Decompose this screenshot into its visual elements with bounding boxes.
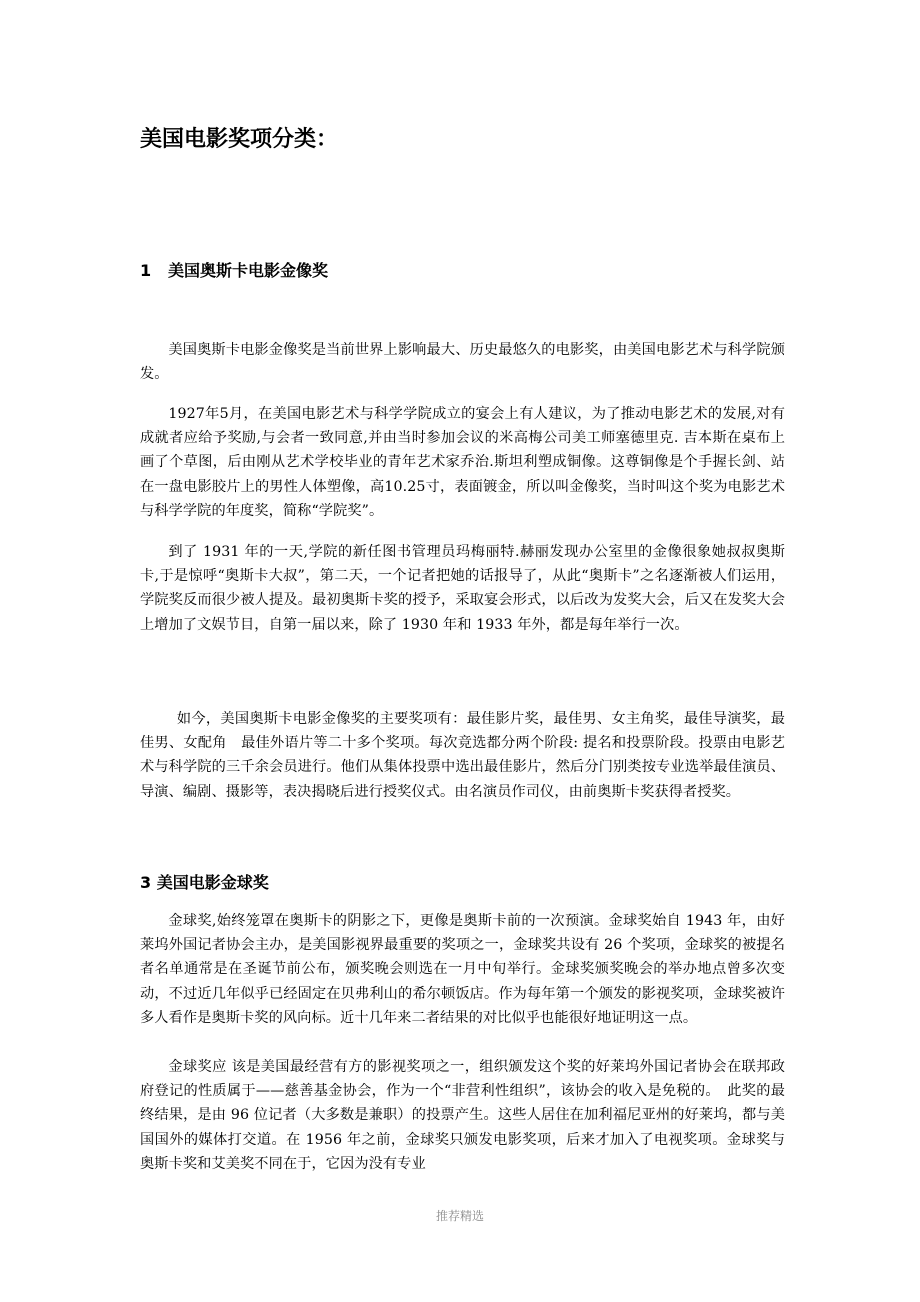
paragraph: 美国奥斯卡电影金像奖是当前世界上影响最大、历史最悠久的电影奖，由美国电影艺术与科学院颁发。 — [140, 342, 785, 383]
section-number: 3 — [140, 873, 152, 892]
page-title: 美国电影奖项分类： — [140, 127, 339, 152]
paragraph: 金球奖应 该是美国最经营有方的影视奖项之一，组织颁发这个奖的好莱坞外国记者协会在联邦政府登记的性质属于——慈善基金协会，作为一个“非营利性组织”，该协会的收入是免税的。 此奖的最终结果，是由 96 位记者（大多数是兼职）的投票产生。这些人居住在加利福尼亚州的好莱坞，都与美国国外的媒体打交道。在 1956 年之前，金球奖只颁发电影奖项，后来才加入了电视奖项。金球奖与奥斯卡奖和艾美奖不同在于，它因为没有专业 — [140, 1059, 785, 1172]
section-heading-golden-globes — [140, 870, 269, 893]
section-number: 1 — [140, 261, 152, 280]
paragraph: 1927年5月，在美国电影艺术与科学学院成立的宴会上有人建议，为了推动电影艺术的发展,对有成就者应给予奖励,与会者一致同意,并由当时参加会议的米高梅公司美工师塞德里克. 吉本斯在桌布上画了个草图，后由刚从艺术学校毕业的青年艺术家乔治.斯坦利塑成铜像。这尊铜像是个手握长剑、站在一盘电影胶片上的男性人体塑像，高10.25寸，表面镀金，所以叫金像奖，当时叫这个奖为电影艺术与科学学院的年度奖，简称“学院奖”。 — [140, 406, 785, 519]
page-footer: 推荐精选 — [435, 1209, 484, 1223]
section-heading-oscars — [140, 258, 328, 281]
section-title: 美国奥斯卡电影金像奖 — [168, 261, 329, 280]
paragraph: 金球奖,始终笼罩在奥斯卡的阴影之下，更像是奥斯卡前的一次预演。金球奖始自 1943 年，由好莱坞外国记者协会主办，是美国影视界最重要的奖项之一，金球奖共设有 26 个奖项，金球奖的被提名者名单通常是在圣诞节前公布，颁奖晚会则选在一月中旬举行。金球奖颁奖晚会的举办地点曾多次变动，不过近几年似乎已经固定在贝弗利山的希尔顿饭店。作为每年第一个颁发的影视奖项，金球奖被许多人看作是奥斯卡奖的风向标。近十几年来二者结果的对比似乎也能很好地证明这一点。 — [140, 913, 785, 1026]
section-title: 美国电影金球奖 — [156, 873, 269, 892]
paragraph: 到了 1931 年的一天,学院的新任图书管理员玛梅丽特.赫丽发现办公室里的金像很象她叔叔奥斯卡,于是惊呼“奥斯卡大叔”，第二天，一个记者把她的话报导了，从此“奥斯卡”之名逐渐被人们运用，学院奖反而很少被人提及。最初奥斯卡奖的授予，采取宴会形式，以后改为发奖大会，后又在发奖大会上增加了文娱节目，自第一届以来，除了 1930 年和 1933 年外，都是每年举行一次。 — [140, 544, 785, 633]
paragraph: 如今，美国奥斯卡电影金像奖的主要奖项有：最佳影片奖，最佳男、女主角奖，最佳导演奖，最佳男、女配角 最佳外语片等二十多个奖项。每次竞选都分两个阶段: 提名和投票阶段。投票由电影艺术与科学院的三千余会员进行。他们从集体投票中选出最佳影片，然后分门别类按专业选举最佳演员、导演、编剧、摄影等，表决揭晓后进行授奖仪式。由名演员作司仪，由前奥斯卡奖获得者授奖。 — [140, 711, 785, 800]
